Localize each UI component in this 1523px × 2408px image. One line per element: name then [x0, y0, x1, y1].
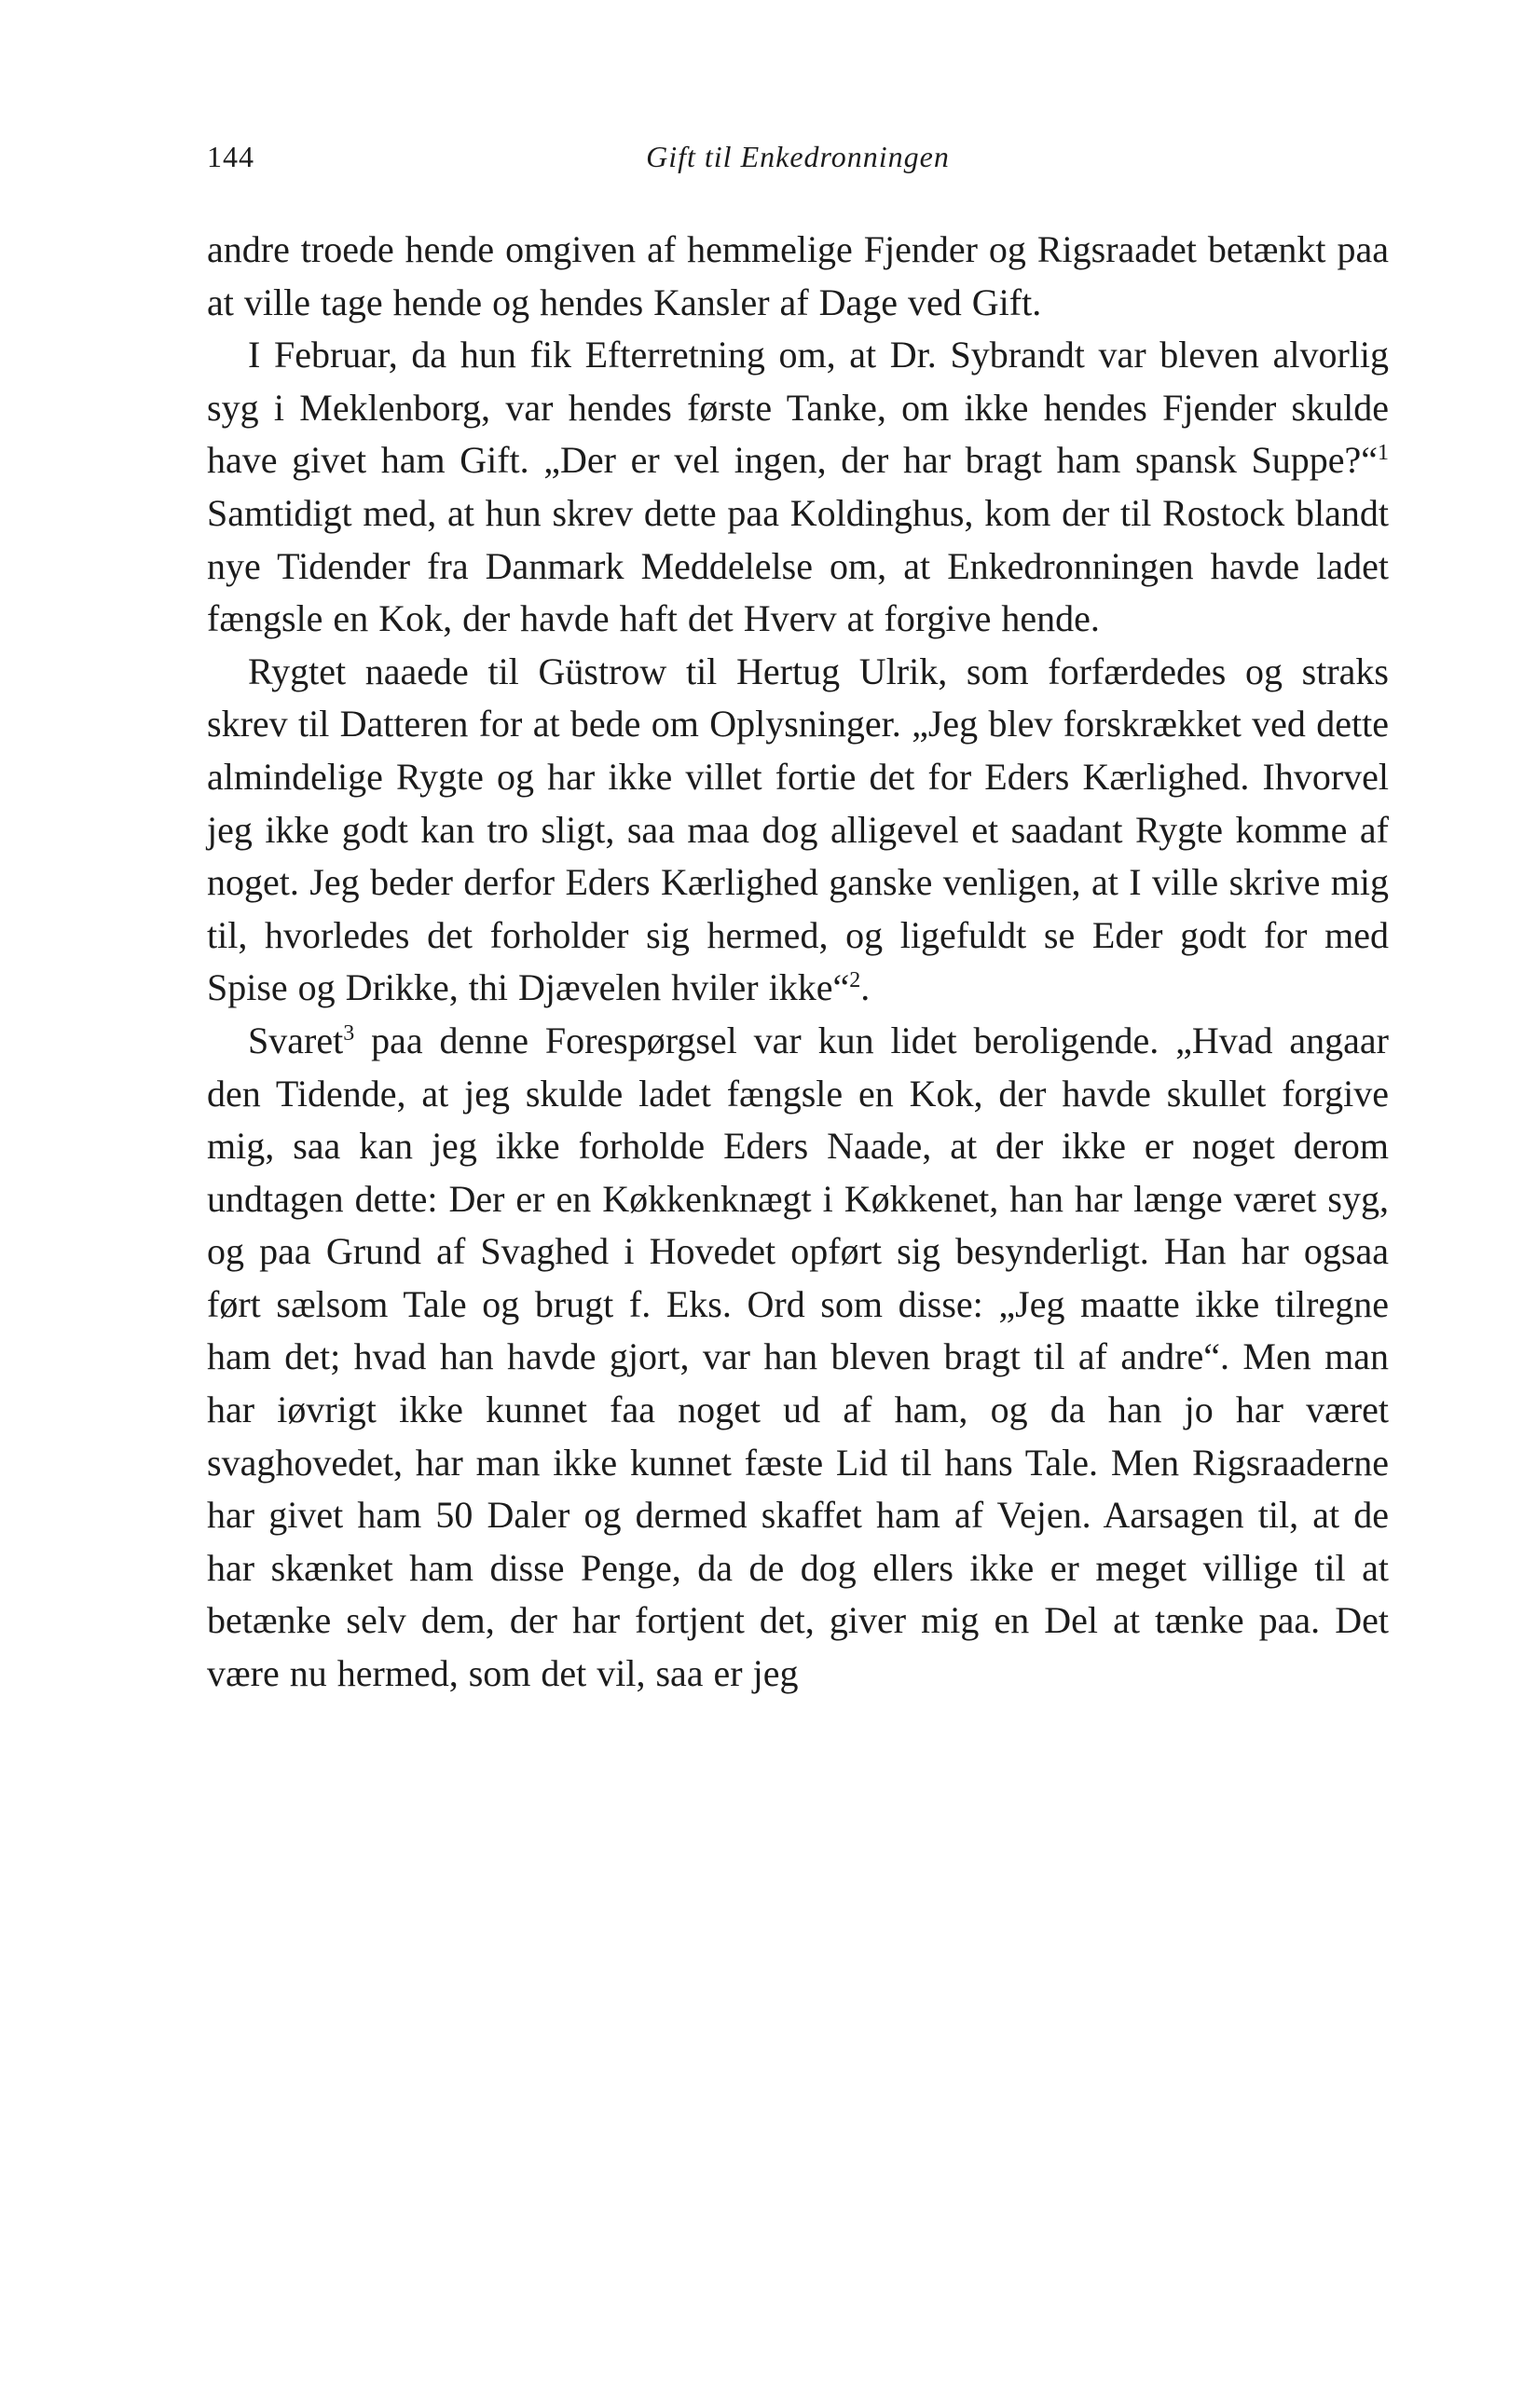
paragraph-3-text-a: Rygtet naaede til Güstrow til Hertug Ulrik, som forfærdedes og straks skrev til Datteren for at bede om Oplysninger. „Jeg blev forskrækket ved dette almindelige Rygte og har ikke villet fortie det for Eders Kærlighed. Ihvorvel jeg ikke godt kan tro sligt, saa maa dog alligevel et saadant Rygte komme af noget. Jeg beder derfor Eders Kærlighed ganske venligen, at I ville skrive mig til, hvorledes det forholder sig hermed, og ligefuldt se Eder godt for med Spise og Drikke, thi Djævelen hviler ikke“ — [207, 650, 1389, 1009]
paragraph-2-text-a: I Februar, da hun fik Efterretning om, at Dr. Sybrandt var bleven alvorlig syg i Meklenborg, var hendes første Tanke, om ikke hendes Fjender skulde have givet ham Gift. „Der er vel ingen, der har bragt ham spansk Suppe?“ — [207, 334, 1389, 482]
paragraph-2 — [207, 329, 1389, 646]
running-head — [207, 138, 1389, 175]
paragraph-1 — [207, 224, 1389, 329]
footnote-marker-1: 1 — [1378, 441, 1389, 466]
paragraph-1-text: andre troede hende omgiven af hemmelige Fjender og Rigsraadet betænkt paa at ville tage hende og hendes Kansler af Dage ved Gift. — [207, 228, 1389, 323]
paragraph-4 — [207, 1015, 1389, 1701]
page-number: 144 — [207, 140, 254, 173]
paragraph-4-lead: Svaret — [248, 1019, 344, 1061]
paragraph-2-text-b: Samtidigt med, at hun skrev dette paa Koldinghus, kom der til Rostock blandt nye Tidender fra Danmark Meddelelse om, at Enkedronningen havde ladet fængsle en Kok, der havde haft det Hverv at forgive hende. — [207, 491, 1389, 640]
paragraph-4-text: paa denne Forespørgsel var kun lidet beroligende. „Hvad angaar den Tidende, at jeg skulde ladet fængsle en Kok, der havde skullet forgive mig, saa kan jeg ikke forholde Eders Naade, at der ikke er noget derom undtagen dette: Der er en Køkkenknægt i Køkkenet, han har længe været syg, og paa Grund af Svaghed i Hovedet opført sig besynderligt. Han har ogsaa ført sælsom Tale og brugt f. Eks. Ord som disse: „Jeg maatte ikke tilregne ham det; hvad han havde gjort, var han bleven bragt til af andre“. Men man har iøvrigt ikke kunnet faa noget ud af ham, og da han jo har været svaghovedet, har man ikke kunnet fæste Lid til hans Tale. Men Rigsraaderne har givet ham 50 Daler og dermed skaffet ham af Vejen. Aarsagen til, at de har skænket ham disse Penge, da de dog ellers ikke er meget villige til at betænke selv dem, der har fortjent det, giver mig en Del at tænke paa. Det være nu hermed, som det vil, saa er jeg — [207, 1019, 1389, 1695]
paragraph-3 — [207, 646, 1389, 1015]
footnote-marker-3: 3 — [343, 1020, 355, 1046]
body-text — [207, 224, 1389, 1701]
footnote-marker-2: 2 — [849, 968, 861, 993]
paragraph-3-text-b: . — [860, 966, 871, 1009]
running-title: Gift til Enkedronningen — [646, 140, 950, 173]
